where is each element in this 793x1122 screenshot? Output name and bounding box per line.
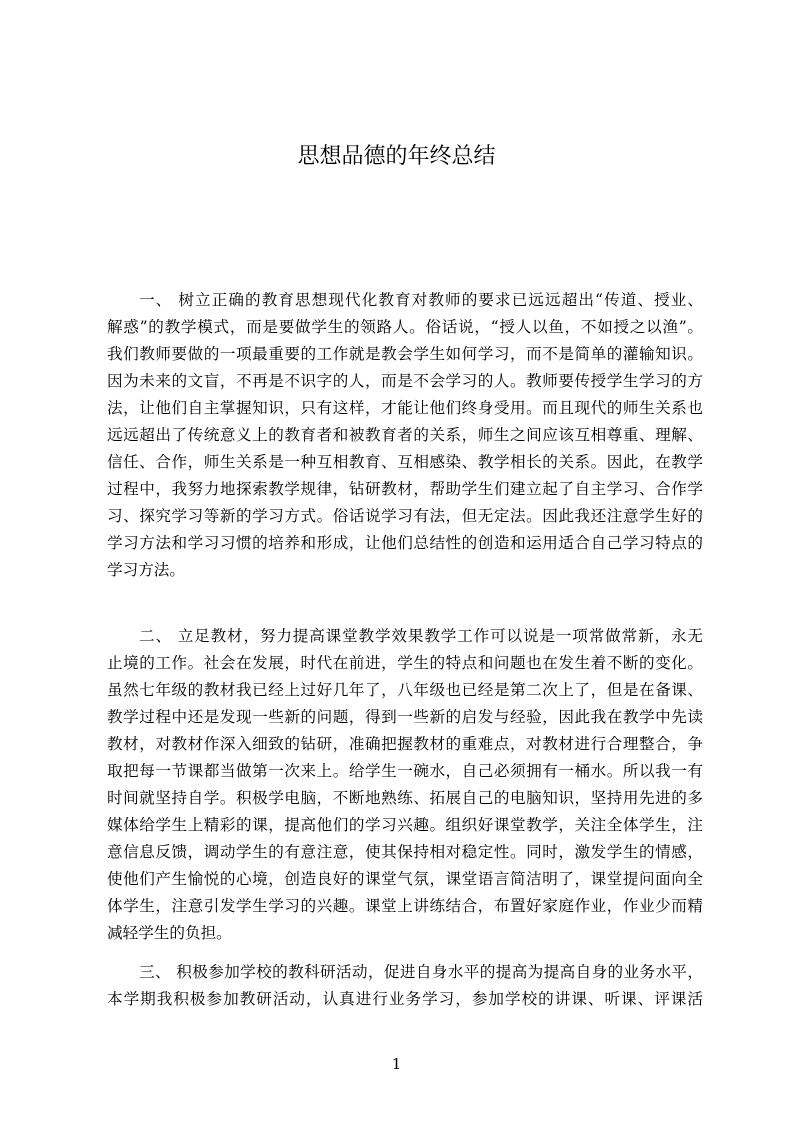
page-number: 1 [391, 1055, 402, 1073]
document-title: 思想品德的年终总结 [297, 144, 496, 169]
paragraph-line: 学习方法。 [107, 561, 185, 579]
paragraph-line: 教材，对教材作深入细致的钻研，准确把握教材的重难点，对教材进行合理整合，争 [107, 735, 703, 753]
paragraph-line: 过程中，我努力地探索教学规律，钻研教材，帮助学生们建立起了自主学习、合作学 [107, 480, 703, 498]
paragraph-line: 止境的工作。社会在发展，时代在前进，学生的特点和问题也在发生着不断的变化。 [107, 654, 703, 672]
paragraph-line: 法，让他们自主掌握知识，只有这样，才能让他们终身受用。而且现代的师生关系也 [107, 399, 703, 417]
paragraph-line: 取把每一节课都当做第一次来上。给学生一碗水，自己必须拥有一桶水。所以我一有 [107, 762, 703, 780]
paragraph-line: 我们教师要做的一项最重要的工作就是教会学生如何学习，而不是简单的灌输知识。 [107, 345, 703, 363]
paragraph-line: 远远超出了传统意义上的教育者和被教育者的关系，师生之间应该互相尊重、理解、 [107, 426, 703, 444]
paragraph-line: 时间就坚持自学。积极学电脑，不断地熟练、拓展自己的电脑知识，坚持用先进的多 [107, 789, 703, 807]
paragraph-line: 因为未来的文盲，不再是不识字的人，而是不会学习的人。教师要传授学生学习的方 [107, 372, 703, 390]
paragraph-line: 虽然七年级的教材我已经上过好几年了，八年级也已经是第二次上了，但是在备课、 [107, 681, 703, 699]
paragraph-line: 媒体给学生上精彩的课，提高他们的学习兴趣。组织好课堂教学，关注全体学生，注 [107, 816, 703, 834]
paragraph-line: 教学过程中还是发现一些新的问题，得到一些新的启发与经验，因此我在教学中先读 [107, 708, 703, 726]
paragraph-line: 一、 树立正确的教育思想现代化教育对教师的要求已远远超出“传道、授业、 [139, 291, 703, 309]
paragraph-line: 意信息反馈，调动学生的有意注意，使其保持相对稳定性。同时，激发学生的情感， [107, 843, 703, 861]
paragraph-line: 使他们产生愉悦的心境，创造良好的课堂气氛，课堂语言简洁明了，课堂提问面向全 [107, 870, 703, 888]
paragraph-line: 习、探究学习等新的学习方式。俗话说学习有法，但无定法。因此我还注意学生好的 [107, 507, 703, 525]
paragraph-line: 二、 立足教材，努力提高课堂教学效果教学工作可以说是一项常做常新，永无 [139, 627, 703, 645]
paragraph-line: 减轻学生的负担。 [107, 924, 232, 942]
paragraph-line: 信任、合作，师生关系是一种互相教育、互相感染、教学相长的关系。因此，在教学 [107, 453, 703, 471]
paragraph-line: 学习方法和学习习惯的培养和形成，让他们总结性的创造和运用适合自己学习特点的 [107, 534, 703, 552]
paragraph-line: 本学期我积极参加教研活动，认真进行业务学习，参加学校的讲课、听课、评课活 [107, 990, 703, 1008]
paragraph-line: 体学生，注意引发学生学习的兴趣。课堂上讲练结合，布置好家庭作业，作业少而精 [107, 897, 703, 915]
paragraph-line: 三、 积极参加学校的教科研活动，促进自身水平的提高为提高自身的业务水平， [139, 963, 703, 981]
paragraph-line: 解惑”的教学模式，而是要做学生的领路人。俗话说，“授人以鱼，不如授之以渔”。 [107, 318, 703, 336]
